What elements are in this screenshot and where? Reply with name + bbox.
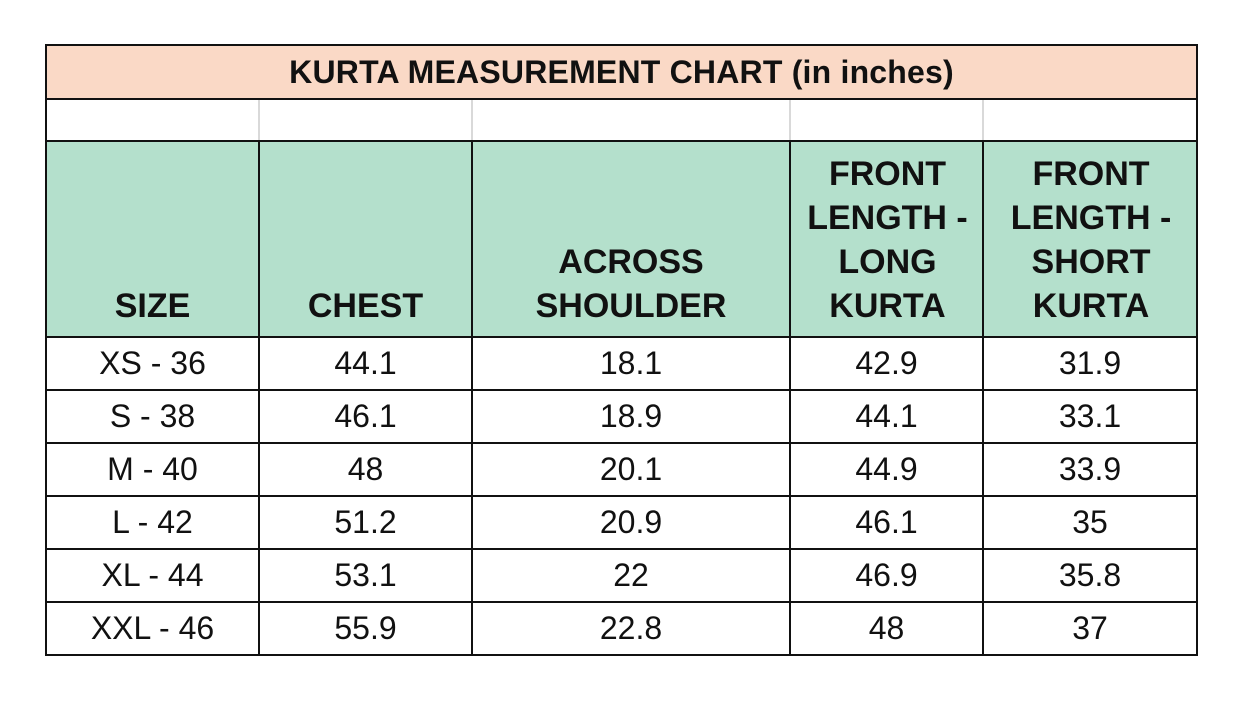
front-length-short-cell: 37 (983, 602, 1197, 655)
size-cell: S - 38 (46, 390, 259, 443)
size-cell: L - 42 (46, 496, 259, 549)
table-row (46, 390, 1197, 443)
empty-cell (472, 99, 790, 141)
empty-cell (983, 99, 1197, 141)
front-length-long-cell: 42.9 (790, 337, 983, 390)
header-size: SIZE (46, 141, 259, 337)
chest-cell: 51.2 (259, 496, 472, 549)
header-front-length-long-kurta: FRONT LENGTH - LONG KURTA (790, 141, 983, 337)
front-length-long-cell: 46.9 (790, 549, 983, 602)
chest-cell: 53.1 (259, 549, 472, 602)
empty-cell (46, 99, 259, 141)
table-row (46, 602, 1197, 655)
front-length-short-cell: 31.9 (983, 337, 1197, 390)
size-cell: M - 40 (46, 443, 259, 496)
table-row (46, 443, 1197, 496)
front-length-long-cell: 46.1 (790, 496, 983, 549)
size-cell: XL - 44 (46, 549, 259, 602)
front-length-long-cell: 44.1 (790, 390, 983, 443)
header-chest: CHEST (259, 141, 472, 337)
across-shoulder-cell: 18.9 (472, 390, 790, 443)
size-cell: XS - 36 (46, 337, 259, 390)
front-length-short-cell: 33.9 (983, 443, 1197, 496)
front-length-long-cell: 48 (790, 602, 983, 655)
chart-title: KURTA MEASUREMENT CHART (in inches) (46, 45, 1197, 99)
header-row (46, 141, 1197, 337)
empty-cell (259, 99, 472, 141)
chest-cell: 44.1 (259, 337, 472, 390)
measurement-chart-table (45, 44, 1198, 656)
empty-cell (790, 99, 983, 141)
empty-spacer-row (46, 99, 1197, 141)
header-front-length-short-kurta: FRONT LENGTH - SHORT KURTA (983, 141, 1197, 337)
front-length-short-cell: 35 (983, 496, 1197, 549)
table-row (46, 337, 1197, 390)
across-shoulder-cell: 22.8 (472, 602, 790, 655)
front-length-short-cell: 35.8 (983, 549, 1197, 602)
chest-cell: 46.1 (259, 390, 472, 443)
across-shoulder-cell: 20.1 (472, 443, 790, 496)
front-length-long-cell: 44.9 (790, 443, 983, 496)
table-row (46, 496, 1197, 549)
size-cell: XXL - 46 (46, 602, 259, 655)
header-across-shoulder: ACROSS SHOULDER (472, 141, 790, 337)
across-shoulder-cell: 18.1 (472, 337, 790, 390)
front-length-short-cell: 33.1 (983, 390, 1197, 443)
chest-cell: 55.9 (259, 602, 472, 655)
across-shoulder-cell: 22 (472, 549, 790, 602)
title-row (46, 45, 1197, 99)
across-shoulder-cell: 20.9 (472, 496, 790, 549)
chest-cell: 48 (259, 443, 472, 496)
table-row (46, 549, 1197, 602)
